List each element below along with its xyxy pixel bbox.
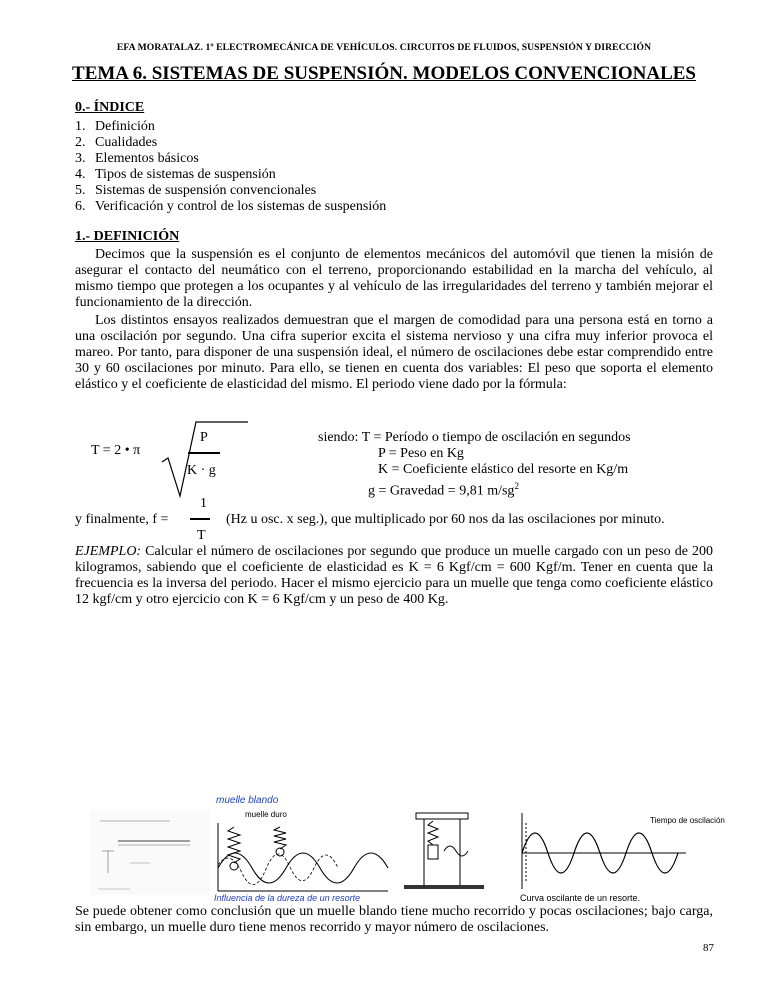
oscillating-curve-figure bbox=[520, 813, 725, 903]
spring-hardness-figure bbox=[214, 795, 388, 903]
index-list bbox=[75, 119, 386, 215]
index-heading: 0.- ÍNDICE bbox=[75, 100, 145, 115]
fraction-bar bbox=[188, 452, 220, 454]
fig1-caption: Influencia de la dureza de un resorte bbox=[214, 893, 361, 903]
example-paragraph: EJEMPLO: Calcular el número de oscilaciones por segundo que produce un muelle cargado con un peso de 200 kilogramos, sabiendo que el coeficiente de elasticidad es K = 6 Kgf/cm = 600 Kgf/m. Tener en cuenta que la frecuencia es la inversa del periodo. Hacer el mismo ejercicio para un muelle que tenga como coeficiente elástico 12 kgf/cm y otro ejercicio con K = 6 Kgf/cm y un peso de 400 Kg. bbox=[75, 544, 713, 607]
page-number: 87 bbox=[703, 942, 714, 954]
freq-prefix: y finalmente, f = bbox=[75, 512, 169, 527]
formula-numerator: P bbox=[200, 430, 208, 445]
freq-suffix: (Hz u osc. x seg.), que multiplicado por 60 nos da las oscilaciones por minuto. bbox=[226, 512, 665, 527]
index-item: 1. Definición bbox=[75, 119, 155, 134]
definition-heading: 1.- DEFINICIÓN bbox=[75, 229, 180, 244]
conclusion-paragraph: Se puede obtener como conclusión que un muelle blando tiene mucho recorrido y pocas oscilaciones; bajo carga, sin embargo, un muelle duro tiene menos recorrido y mayor número de oscilaciones. bbox=[75, 904, 713, 935]
index-item: 4. Tipos de sistemas de suspensión bbox=[75, 167, 276, 182]
fig1-label-blando: muelle blando bbox=[216, 795, 279, 806]
freq-numerator: 1 bbox=[200, 496, 207, 511]
spring-test-rig bbox=[404, 813, 484, 889]
fig3-caption: Curva oscilante de un resorte. bbox=[520, 893, 641, 903]
formula-lhs: T = 2 • π bbox=[91, 443, 141, 458]
page-header: EFA MORATALAZ. 1º ELECTROMECÁNICA DE VEHÍCULOS. CIRCUITOS DE FLUIDOS, SUSPENSIÓN Y DIRECCIÓN bbox=[116, 42, 652, 53]
fig1-label-duro: muelle duro bbox=[245, 810, 287, 819]
tire-compression-sketch bbox=[90, 811, 210, 895]
index-item: 3. Elementos básicos bbox=[75, 151, 199, 166]
definition-paragraph-1: Decimos que la suspensión es el conjunto de elementos mecánicos del automóvil que tienen la misión de asegurar el contacto del neumático con el terreno, proporcionando estabilidad en la marcha del vehículo, al mismo tiempo que protegen a los ocupantes y al vehículo de las irregularidades del terreno y también mejorar el funcionamiento de la dirección. bbox=[75, 247, 713, 310]
index-item: 2. Cualidades bbox=[75, 135, 158, 150]
def-t: siendo: T = Período o tiempo de oscilación en segundos bbox=[318, 430, 631, 445]
page-title: TEMA 6. SISTEMAS DE SUSPENSIÓN. MODELOS CONVENCIONALES bbox=[72, 63, 696, 84]
freq-denominator: T bbox=[197, 528, 206, 543]
def-g: g = Gravedad = 9,81 $m/sg^2$ bbox=[368, 481, 519, 499]
definition-paragraph-2: Los distintos ensayos realizados demuestran que el margen de comodidad para una persona está en torno a una oscilación por segundo. Una cifra superior excita el sistema nervioso y una cifra muy inferior provoca el mareo. Por tanto, para disponer de una suspensión ideal, el número de oscilaciones debe estar comprendido entre 30 y 60 oscilaciones por minuto. Para ello, se tienen en cuenta dos variables: El peso que soporta el elemento elástico y el coeficiente de elasticidad del mismo. El periodo viene dado por la fórmula: bbox=[75, 313, 713, 392]
def-k: K = Coeficiente elástico del resorte en Kg/m bbox=[378, 462, 629, 477]
def-p: P = Peso en Kg bbox=[378, 446, 464, 461]
index-item: 6. Verificación y control de los sistemas de suspensión bbox=[75, 199, 387, 214]
formula-denominator: K · g bbox=[187, 463, 216, 478]
freq-fraction-bar bbox=[190, 518, 210, 520]
fig3-label: Tiempo de oscilación bbox=[650, 816, 725, 825]
index-item: 5. Sistemas de suspensión convencionales bbox=[75, 183, 317, 198]
figures-strip bbox=[90, 793, 725, 903]
